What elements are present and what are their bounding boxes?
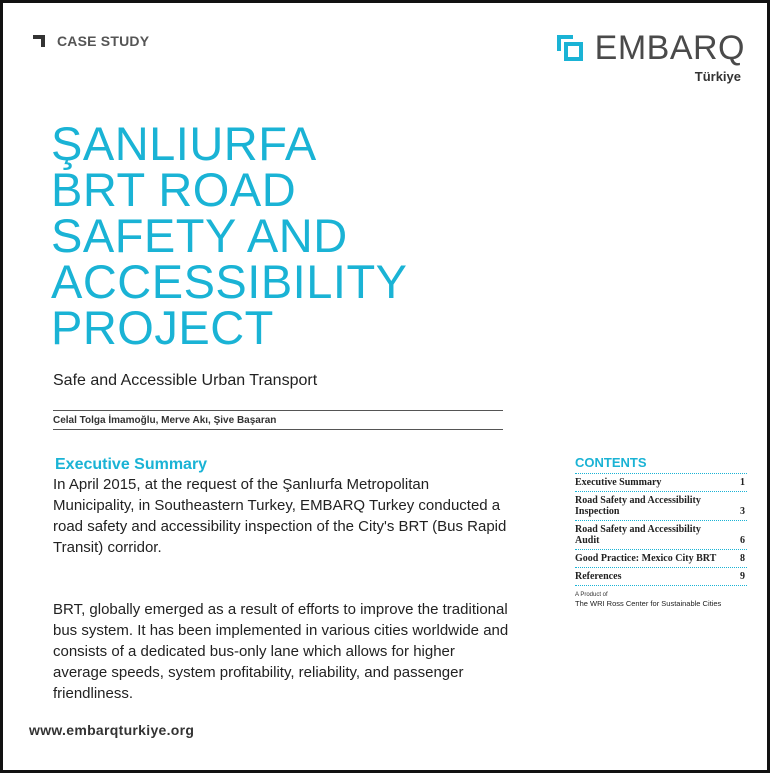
toc-item[interactable] [575,474,747,492]
table-of-contents [575,455,747,608]
toc-item[interactable] [575,492,747,521]
toc-item-title: Executive Summary [575,477,662,488]
embarq-logo [555,31,745,84]
title-line: ACCESSIBILITY [51,255,408,308]
product-label: A Product of [575,592,608,598]
case-study-text: CASE STUDY [57,33,150,49]
corner-bracket-icon [33,35,45,47]
authors-top-divider [53,410,503,411]
case-study-label [33,33,149,49]
summary-paragraph-1: In April 2015, at the request of the Şanlıurfa Metropolitan Municipality, in Southeastern Turkey, EMBARQ Turkey conducted a road safety and accessibility inspection of the City's BRT (Bus Rapid Transit) corridor. [53,476,507,556]
toc-item-title: Road Safety and Accessibility Inspection [575,495,701,517]
document-subtitle: Safe and Accessible Urban Transport [53,372,318,389]
toc-item-page: 6 [740,535,745,546]
toc-item-title: References [575,571,622,582]
toc-item-page: 3 [740,506,745,517]
authors-bottom-divider [53,429,503,430]
product-org: The WRI Ross Center for Sustainable Cities [575,599,722,608]
title-line: PROJECT [51,301,274,354]
toc-item-page: 1 [740,477,745,488]
toc-item[interactable] [575,568,747,586]
toc-item-page: 8 [740,553,745,564]
document-title [51,117,571,354]
logo-wordmark: EMBARQ [594,29,745,67]
toc-item-page: 9 [740,571,745,582]
logo-subtitle: Türkiye [694,69,741,84]
toc-item-title: Road Safety and Accessibility Audit [575,524,701,546]
authors-line: Celal Tolga İmamoğlu, Merve Akı, Şive Başaran [53,415,277,426]
title-line: BRT ROAD [51,163,297,216]
embarq-logo-icon [555,33,585,63]
summary-paragraph-2: BRT, globally emerged as a result of efforts to improve the traditional bus system. It has been implemented in various cities worldwide and consists of a dedicated bus-only lane which allows for higher average speeds, system profitability, reliability, and passenger friendliness. [53,601,509,702]
title-line: ŞANLIURFA [51,117,317,170]
toc-item[interactable] [575,550,747,568]
toc-item-title: Good Practice: Mexico City BRT [575,553,717,564]
toc-item[interactable] [575,521,747,550]
executive-summary-heading: Executive Summary [55,456,208,473]
title-line: SAFETY AND [51,209,348,262]
contents-heading: CONTENTS [575,455,747,474]
website-link[interactable]: www.embarqturkiye.org [29,722,195,738]
